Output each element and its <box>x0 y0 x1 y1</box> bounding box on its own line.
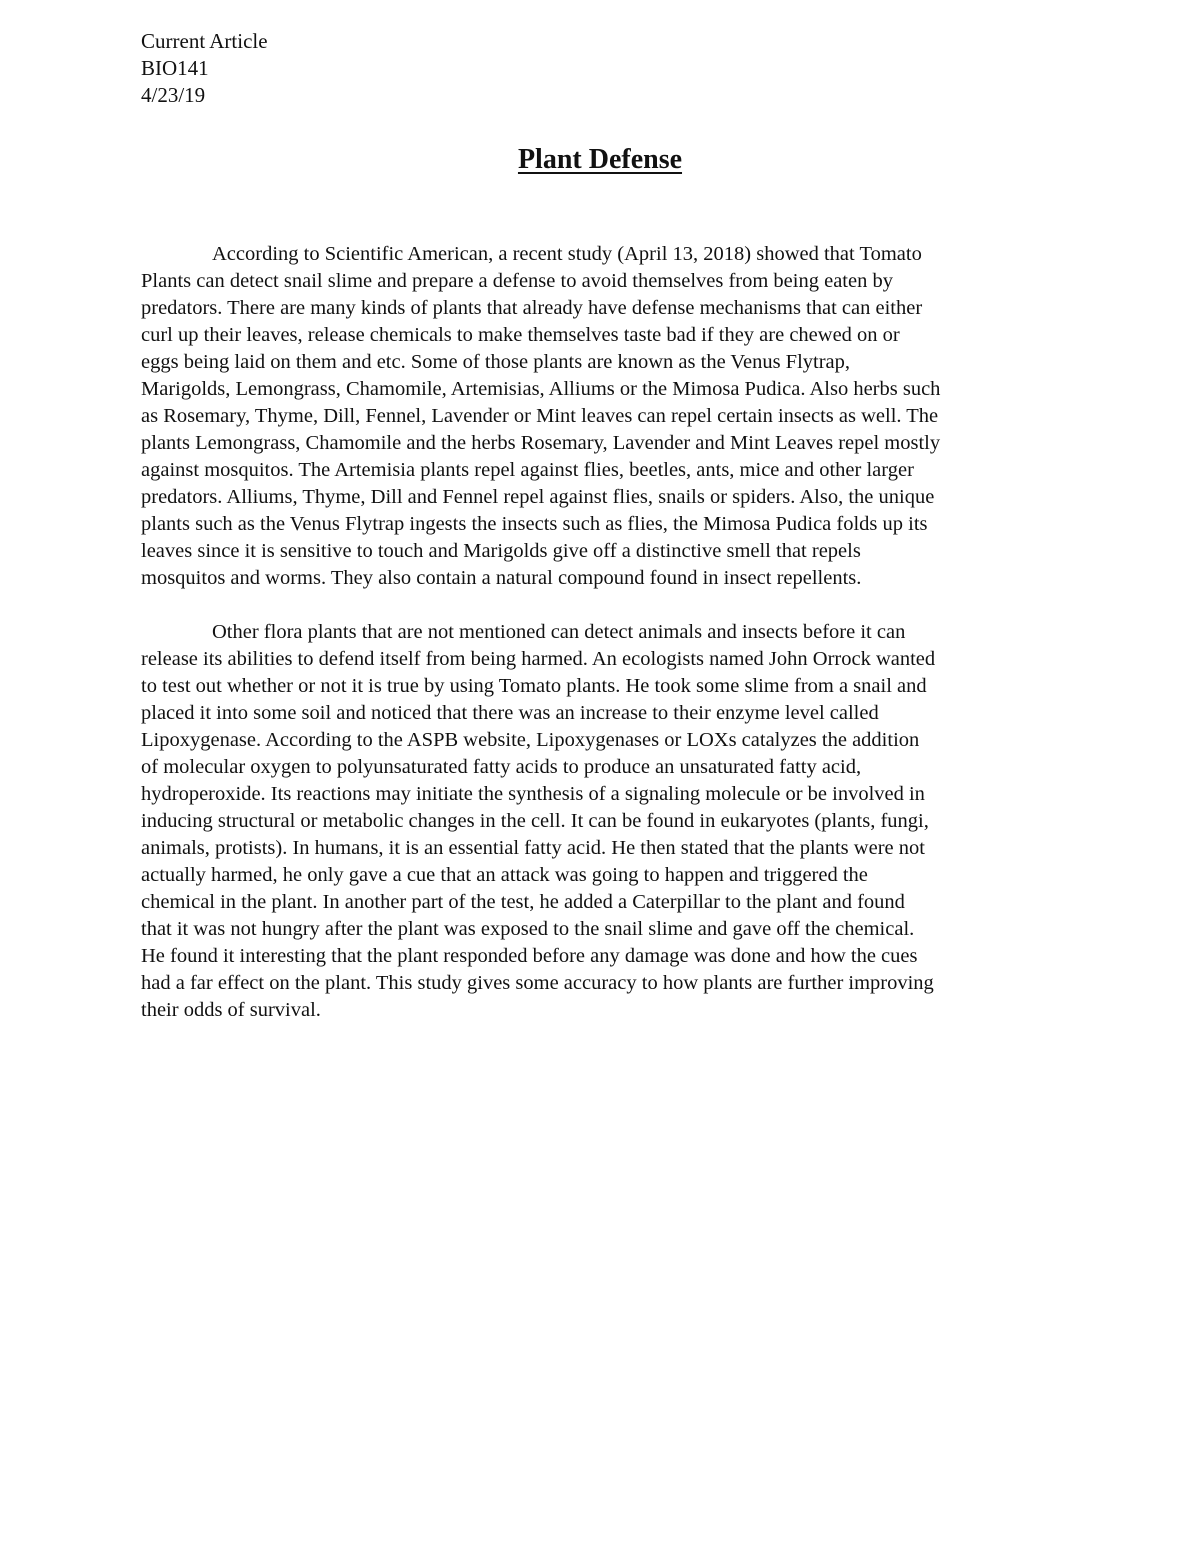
paragraph-line: curl up their leaves, release chemicals to make themselves taste bad if they are chewed on or <box>141 324 900 346</box>
paragraph-line: of molecular oxygen to polyunsaturated fatty acids to produce an unsaturated fatty acid, <box>141 756 862 778</box>
paragraph-line: hydroperoxide. Its reactions may initiate the synthesis of a signaling molecule or be involved in <box>141 783 925 805</box>
paragraph-line: predators. Alliums, Thyme, Dill and Fennel repel against flies, snails or spiders. Also, the unique <box>141 486 935 508</box>
paragraph-line: Lipoxygenase. According to the ASPB website, Lipoxygenases or LOXs catalyzes the addition <box>141 729 920 751</box>
paragraph-line: actually harmed, he only gave a cue that an attack was going to happen and triggered the <box>141 864 868 886</box>
document-header <box>141 28 268 109</box>
page-title: Plant Defense <box>517 144 683 175</box>
paragraph-line: Other flora plants that are not mentioned can detect animals and insects before it can <box>212 621 906 643</box>
paragraph-line: Plants can detect snail slime and prepare a defense to avoid themselves from being eaten by <box>141 270 893 292</box>
paragraph-line: release its abilities to defend itself from being harmed. An ecologists named John Orrock wanted <box>141 648 936 670</box>
paragraph <box>141 619 1059 1024</box>
paragraph-line: leaves since it is sensitive to touch and Marigolds give off a distinctive smell that repels <box>141 540 861 562</box>
paragraph-line: According to Scientific American, a recent study (April 13, 2018) showed that Tomato <box>212 243 922 265</box>
paragraph-line: as Rosemary, Thyme, Dill, Fennel, Lavender or Mint leaves can repel certain insects as well. The <box>141 405 939 427</box>
paragraph-line: placed it into some soil and noticed that there was an increase to their enzyme level called <box>141 702 879 724</box>
paragraph-line: chemical in the plant. In another part of the test, he added a Caterpillar to the plant and found <box>141 891 905 913</box>
paragraph-line: predators. There are many kinds of plants that already have defense mechanisms that can either <box>141 297 923 319</box>
paragraph-line: mosquitos and worms. They also contain a natural compound found in insect repellents. <box>141 567 862 589</box>
paragraph-line: Marigolds, Lemongrass, Chamomile, Artemisias, Alliums or the Mimosa Pudica. Also herbs such <box>141 378 941 400</box>
paragraph-line: He found it interesting that the plant responded before any damage was done and how the cues <box>141 945 918 967</box>
paragraph-line: plants Lemongrass, Chamomile and the herbs Rosemary, Lavender and Mint Leaves repel mostly <box>141 432 941 454</box>
paragraph-line: to test out whether or not it is true by using Tomato plants. He took some slime from a snail and <box>141 675 927 697</box>
paragraph-line: that it was not hungry after the plant was exposed to the snail slime and gave off the chemical. <box>141 918 915 940</box>
paragraph-line: plants such as the Venus Flytrap ingests the insects such as flies, the Mimosa Pudica folds up its <box>141 513 928 535</box>
paragraph-line: against mosquitos. The Artemisia plants repel against flies, beetles, ants, mice and other larger <box>141 459 914 481</box>
paragraph-line: had a far effect on the plant. This study gives some accuracy to how plants are further improving <box>141 972 934 994</box>
header-course-code: BIO141 <box>141 56 209 80</box>
paragraph-line: animals, protists). In humans, it is an essential fatty acid. He then stated that the plants were not <box>141 837 925 859</box>
header-assignment-label: Current Article <box>141 29 268 53</box>
header-date: 4/23/19 <box>141 83 206 107</box>
paragraph-line: their odds of survival. <box>141 999 321 1021</box>
paragraph-spacer <box>141 592 1059 619</box>
document-body <box>141 241 1059 1024</box>
paragraph-line: eggs being laid on them and etc. Some of those plants are known as the Venus Flytrap, <box>141 351 851 373</box>
page-title-container <box>0 142 1200 178</box>
paragraph <box>141 241 1059 592</box>
paragraph-line: inducing structural or metabolic changes in the cell. It can be found in eukaryotes (plants, fungi, <box>141 810 929 832</box>
